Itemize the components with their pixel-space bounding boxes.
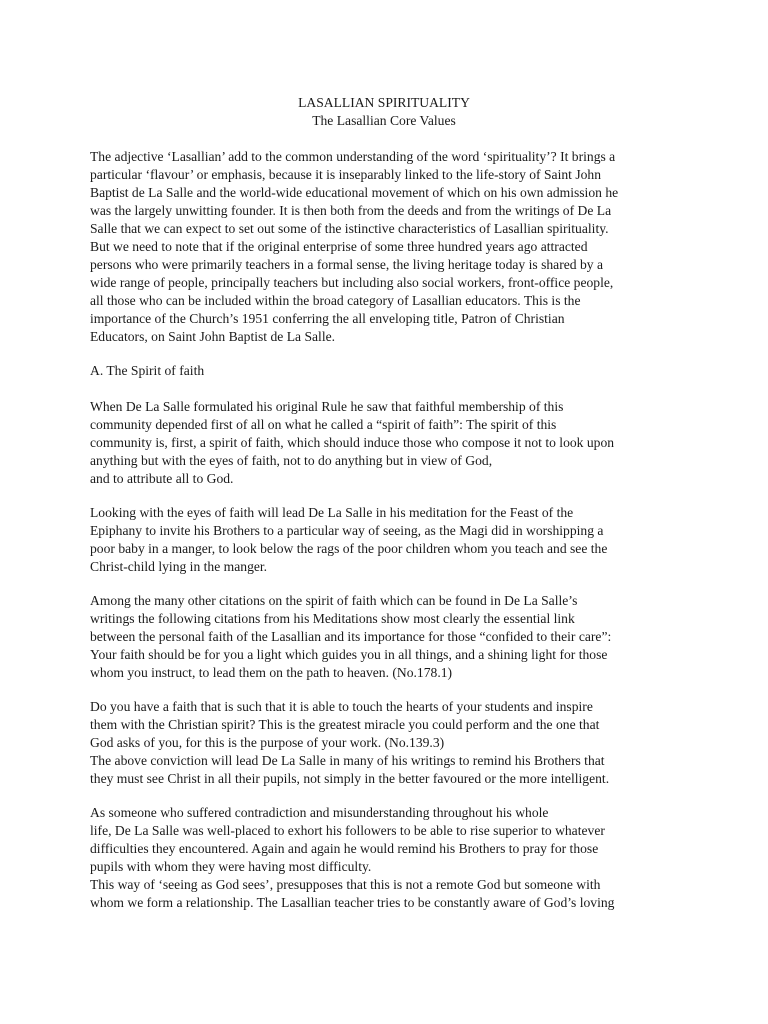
text-line: anything but with the eyes of faith, not to do anything but in view of God, xyxy=(90,453,493,468)
text-line: This way of ‘seeing as God sees’, presupposes that this is not a remote God but someone with xyxy=(90,877,601,892)
text-line: Educators, on Saint John Baptist de La Salle. xyxy=(90,329,336,344)
text-line: The above conviction will lead De La Salle in many of his writings to remind his Brothers that xyxy=(90,753,605,768)
text-line: persons who were primarily teachers in a formal sense, the living heritage today is shared by a xyxy=(90,257,603,272)
text-line: Baptist de La Salle and the world-wide educational movement of which on his own admission he xyxy=(90,185,619,200)
text-line: As someone who suffered contradiction and misunderstanding throughout his whole xyxy=(90,805,549,820)
document-subtitle: The Lasallian Core Values xyxy=(312,113,456,128)
text-line: them with the Christian spirit? This is the greatest miracle you could perform and the one that xyxy=(90,717,600,732)
document-title: LASALLIAN SPIRITUALITY xyxy=(298,95,470,110)
text-line: life, De La Salle was well-placed to exhort his followers to be able to rise superior to whatever xyxy=(90,823,605,838)
text-line: Epiphany to invite his Brothers to a particular way of seeing, as the Magi did in worshipping a xyxy=(90,523,604,538)
text-line: they must see Christ in all their pupils, not simply in the better favoured or the more intelligent. xyxy=(90,771,610,786)
text-line: whom we form a relationship. The Lasallian teacher tries to be constantly aware of God’s loving xyxy=(90,895,615,910)
text-line: The adjective ‘Lasallian’ add to the common understanding of the word ‘spirituality’? It brings a xyxy=(90,149,616,164)
text-line: poor baby in a manger, to look below the rags of the poor children whom you teach and see the xyxy=(90,541,608,556)
text-line: community depended first of all on what he called a “spirit of faith”: The spirit of this xyxy=(90,417,557,432)
text-line: But we need to note that if the original enterprise of some three hundred years ago attracted xyxy=(90,239,588,254)
text-line: Among the many other citations on the spirit of faith which can be found in De La Salle’s xyxy=(90,593,578,608)
text-line: whom you instruct, to lead them on the path to heaven. (No.178.1) xyxy=(90,665,453,680)
text-line: Do you have a faith that is such that it is able to touch the hearts of your students and inspire xyxy=(90,699,593,714)
text-line: importance of the Church’s 1951 conferring the all enveloping title, Patron of Christian xyxy=(90,311,565,326)
text-line: difficulties they encountered. Again and again he would remind his Brothers to pray for those xyxy=(90,841,599,856)
text-line: community is, first, a spirit of faith, which should induce those who compose it not to look upon xyxy=(90,435,615,450)
section-heading: A. The Spirit of faith xyxy=(90,363,205,378)
text-line: Your faith should be for you a light which guides you in all things, and a shining light for those xyxy=(90,647,608,662)
text-line: When De La Salle formulated his original Rule he saw that faithful membership of this xyxy=(90,399,564,414)
text-line: between the personal faith of the Lasallian and its importance for those “confided to their care”: xyxy=(90,629,612,644)
text-line: all those who can be included within the broad category of Lasallian educators. This is the xyxy=(90,293,581,308)
text-line: and to attribute all to God. xyxy=(90,471,234,486)
text-line: Salle that we can expect to set out some of the istinctive characteristics of Lasallian spirituality. xyxy=(90,221,609,236)
text-line: writings the following citations from his Meditations show most clearly the essential link xyxy=(90,611,575,626)
text-line: pupils with whom they were having most difficulty. xyxy=(90,859,372,874)
text-line: wide range of people, principally teachers but including also social workers, front-office people, xyxy=(90,275,614,290)
text-line: was the largely unwitting founder. It is then both from the deeds and from the writings of De La xyxy=(90,203,612,218)
text-line: God asks of you, for this is the purpose of your work. (No.139.3) xyxy=(90,735,445,750)
text-line: Looking with the eyes of faith will lead De La Salle in his meditation for the Feast of the xyxy=(90,505,574,520)
text-line: Christ-child lying in the manger. xyxy=(90,559,268,574)
text-line: particular ‘flavour’ or emphasis, because it is inseparably linked to the life-story of Saint John xyxy=(90,167,602,182)
